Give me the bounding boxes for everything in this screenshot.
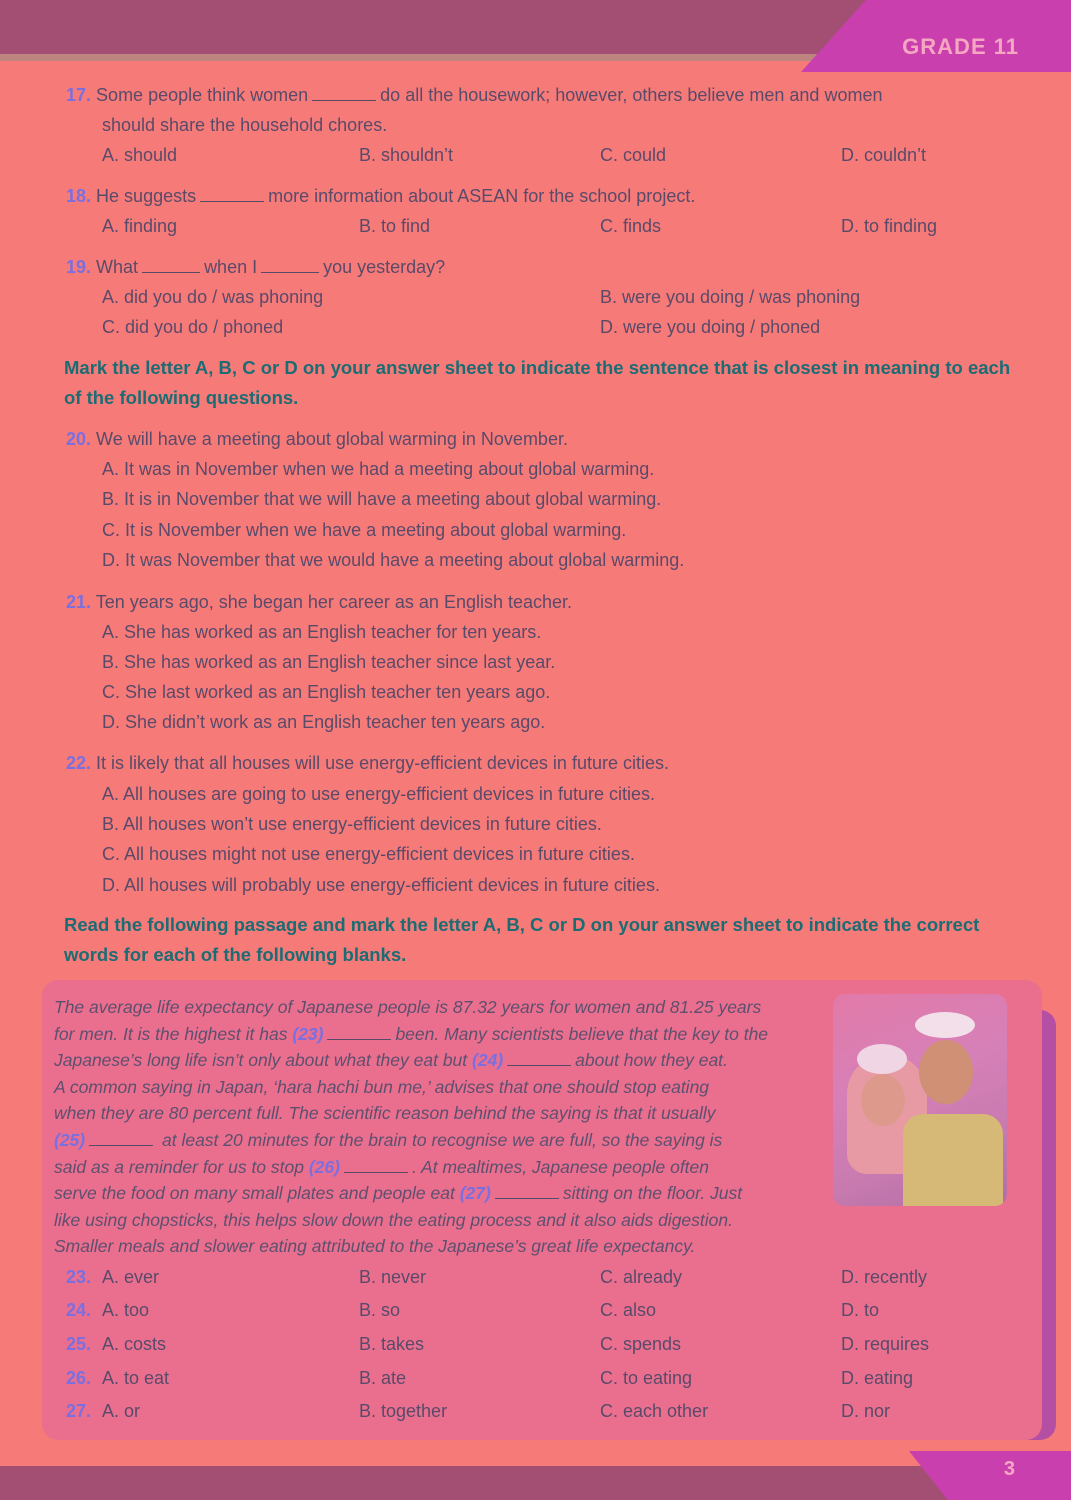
option-d[interactable]: D. It was November that we would have a meeting about global warming. [102,550,685,570]
option-a[interactable]: A. should [102,145,178,165]
answer-blank [507,1051,571,1066]
option-a[interactable]: A. All houses are going to use energy-efficient devices in future cities. [102,784,655,804]
option-a[interactable]: A. to eat [102,1368,170,1388]
option-b[interactable]: B. never [359,1267,427,1287]
option-d[interactable]: D. were you doing / phoned [600,317,821,337]
question-text: you yesterday? [323,257,446,277]
passage-line [54,1021,818,1048]
answer-blank [200,187,264,202]
question-number: 20. [66,429,92,449]
question-number: 27. [66,1401,92,1421]
photo-face [919,1040,973,1104]
answer-blank [495,1184,559,1199]
option-c[interactable]: C. All houses might not use energy-efficient devices in future cities. [102,844,635,864]
photo-hair [857,1044,907,1074]
answer-blank [344,1158,408,1173]
option-b[interactable]: B. She has worked as an English teacher since last year. [102,652,556,672]
question-number: 18. [66,186,92,206]
question-number: 22. [66,753,92,773]
option-c[interactable]: C. She last worked as an English teacher ten years ago. [102,682,551,702]
option-b[interactable]: B. so [359,1300,401,1320]
question-text: should share the household chores. [102,115,388,135]
passage-text: been. Many scientists believe that the key to the [395,1023,769,1044]
option-b[interactable]: B. It is in November that we will have a meeting about global warming. [102,489,662,509]
question-number: 21. [66,592,92,612]
blank-number: (24) [472,1050,504,1071]
option-b[interactable]: B. to find [359,216,431,236]
option-c[interactable]: C. could [600,145,667,165]
option-b[interactable]: B. shouldn’t [359,145,454,165]
passage-text: sitting on the floor. Just [562,1183,743,1204]
section-instruction: Mark the letter A, B, C or D on your answer sheet to indicate the sentence that is closest in meaning to each of the following questions. [64,357,1011,408]
option-d[interactable]: D. All houses will probably use energy-efficient devices in future cities. [102,875,660,895]
blank-number: (26) [308,1156,340,1177]
option-c[interactable]: C. to eating [600,1368,693,1388]
answer-blank [327,1025,391,1040]
option-b[interactable]: B. takes [359,1334,425,1354]
option-a[interactable]: A. did you do / was phoning [102,287,324,307]
blank-number: (27) [459,1183,491,1204]
question-text: Ten years ago, she began her career as an English teacher. [95,592,573,612]
passage-text: . At mealtimes, Japanese people often [411,1156,710,1177]
option-d[interactable]: D. to [841,1300,880,1320]
option-d[interactable]: D. to finding [841,216,938,236]
photo-hair [915,1012,975,1038]
passage-text: said as a reminder for us to stop [54,1156,304,1177]
option-b[interactable]: B. All houses won’t use energy-efficient devices in future cities. [102,814,602,834]
blank-number: (23) [292,1023,324,1044]
answer-blank [261,258,319,273]
grade-label: GRADE 11 [902,34,1019,59]
option-d[interactable]: D. eating [841,1368,914,1388]
passage-text: serve the food on many small plates and people eat [54,1183,455,1204]
passage-text: at least 20 minutes for the brain to recognise we are full, so the saying is [162,1129,723,1150]
question-text: when I [204,257,258,277]
answer-blank [89,1131,153,1146]
question-number: 23. [66,1267,92,1287]
option-a[interactable]: A. It was in November when we had a meeting about global warming. [102,459,655,479]
photo-face [861,1074,905,1126]
option-c[interactable]: C. also [600,1300,657,1320]
option-c[interactable]: C. each other [600,1401,709,1421]
section-instruction: Read the following passage and mark the letter A, B, C or D on your answer sheet to indicate the correct words for each of the following blanks. [64,914,980,965]
option-a[interactable]: A. costs [102,1334,167,1354]
elderly-couple-photo [833,994,1007,1206]
passage-line: A common saying in Japan, ‘hara hachi bun me,’ advises that one should stop eating [54,1076,710,1097]
passage-text: about how they eat. [575,1050,728,1071]
option-d[interactable]: D. requires [841,1334,930,1354]
blank-number: (25) [54,1129,86,1150]
reading-passage [54,994,818,1260]
option-c[interactable]: C. finds [600,216,662,236]
question-number: 19. [66,257,92,277]
option-a[interactable]: A. She has worked as an English teacher for ten years. [102,622,542,642]
option-c[interactable]: C. spends [600,1334,682,1354]
passage-text: Japanese’s long life isn’t only about what they eat but [54,1050,468,1071]
question-text: What [96,257,139,277]
footer-bar [0,1466,1071,1500]
passage-text: for men. It is the highest it has [54,1023,288,1044]
passage-line [54,1154,818,1181]
option-a[interactable]: A. finding [102,216,178,236]
option-b[interactable]: B. ate [359,1368,407,1388]
question-number: 25. [66,1334,92,1354]
option-a[interactable]: A. too [102,1300,150,1320]
option-c[interactable]: C. It is November when we have a meeting about global warming. [102,520,627,540]
question-text: It is likely that all houses will use energy-efficient devices in future cities. [96,753,669,773]
question-text: do all the housework; however, others believe men and women [380,85,883,105]
answer-blank [312,86,376,101]
passage-line: Smaller meals and slower eating attributed to the Japanese’s great life expectancy. [54,1236,696,1257]
question-text: We will have a meeting about global warming in November. [96,429,568,449]
option-d[interactable]: D. nor [841,1401,891,1421]
passage-line [54,1180,818,1207]
page-number: 3 [1003,1458,1015,1480]
option-d[interactable]: D. She didn’t work as an English teacher ten years ago. [102,712,546,732]
question-number: 24. [66,1300,92,1320]
option-a[interactable]: A. or [102,1401,141,1421]
option-a[interactable]: A. ever [102,1267,160,1287]
question-number: 17. [66,85,92,105]
passage-line: like using chopsticks, this helps slow down the eating process and it also aids digestion. [54,1209,733,1230]
question-text: more information about ASEAN for the school project. [268,186,696,206]
option-b[interactable]: B. were you doing / was phoning [600,287,861,307]
question-text: Some people think women [96,85,309,105]
question-text: He suggests [96,186,197,206]
option-b[interactable]: B. together [359,1401,448,1421]
question-number: 26. [66,1368,92,1388]
passage-line [54,1047,818,1074]
option-c[interactable]: C. already [600,1267,683,1287]
option-d[interactable]: D. couldn’t [841,145,927,165]
passage-line [54,1127,818,1154]
passage-line: when they are 80 percent full. The scientific reason behind the saying is that it usually [54,1103,716,1124]
option-d[interactable]: D. recently [841,1267,928,1287]
answer-blank [142,258,200,273]
option-c[interactable]: C. did you do / phoned [102,317,284,337]
header-underline [0,54,830,61]
passage-line: The average life expectancy of Japanese people is 87.32 years for women and 81.25 years [54,997,762,1017]
